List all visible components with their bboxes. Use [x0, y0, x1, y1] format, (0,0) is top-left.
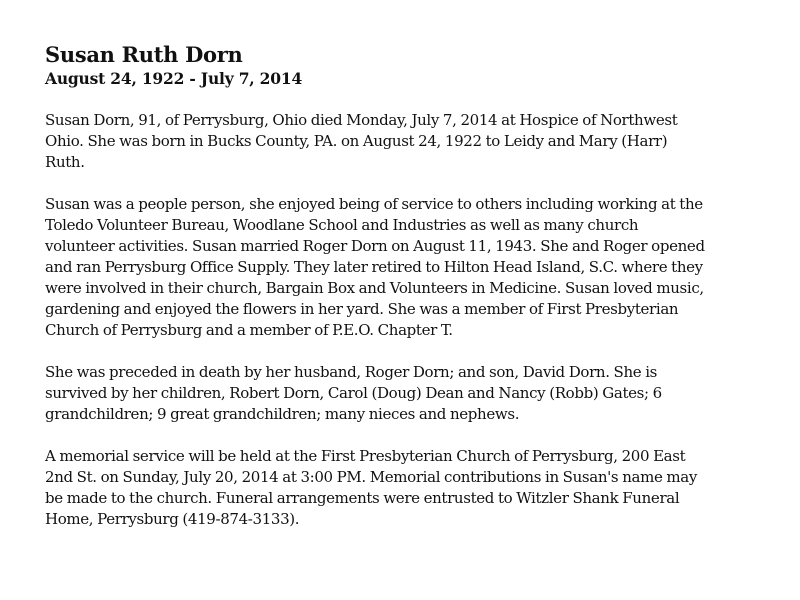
text-line: 2nd St. on Sunday, July 20, 2014 at 3:00 PM. Memorial contributions in Susan's name may: [45, 468, 698, 486]
text-line: Church of Perrysburg and a member of P.E.O. Chapter T.: [45, 321, 453, 339]
text-line: were involved in their church, Bargain Box and Volunteers in Medicine. Susan loved music,: [45, 279, 704, 297]
obituary-dates: August 24, 1922 - July 7, 2014: [45, 69, 303, 88]
text-line: Susan was a people person, she enjoyed being of service to others including working at the: [45, 195, 703, 213]
text-line: Home, Perrysburg (419-874-3133).: [45, 510, 300, 528]
text-line: She was preceded in death by her husband, Roger Dorn; and son, David Dorn. She is: [45, 363, 658, 381]
text-line: gardening and enjoyed the flowers in her yard. She was a member of First Presbyterian: [45, 300, 679, 318]
paragraph-life: [45, 194, 784, 341]
text-line: survived by her children, Robert Dorn, Carol (Doug) Dean and Nancy (Robb) Gates; 6: [45, 384, 662, 402]
text-line: grandchildren; 9 great grandchildren; many nieces and nephews.: [45, 405, 520, 423]
paragraph-death-notice: [45, 110, 784, 173]
paragraph-memorial: [45, 446, 784, 530]
text-line: volunteer activities. Susan married Roger Dorn on August 11, 1943. She and Roger opened: [45, 237, 705, 255]
text-line: A memorial service will be held at the First Presbyterian Church of Perrysburg, 200 East: [45, 447, 686, 465]
text-line: Ohio. She was born in Bucks County, PA. on August 24, 1922 to Leidy and Mary (Harr): [45, 132, 668, 150]
text-line: Susan Dorn, 91, of Perrysburg, Ohio died Monday, July 7, 2014 at Hospice of Northwest: [45, 111, 678, 129]
text-line: and ran Perrysburg Office Supply. They later retired to Hilton Head Island, S.C. where they: [45, 258, 703, 276]
text-line: be made to the church. Funeral arrangements were entrusted to Witzler Shank Funeral: [45, 489, 680, 507]
obituary-name: Susan Ruth Dorn: [45, 42, 243, 67]
text-line: Toledo Volunteer Bureau, Woodlane School and Industries as well as many church: [45, 216, 639, 234]
paragraph-family: [45, 362, 784, 425]
text-line: Ruth.: [45, 153, 85, 171]
